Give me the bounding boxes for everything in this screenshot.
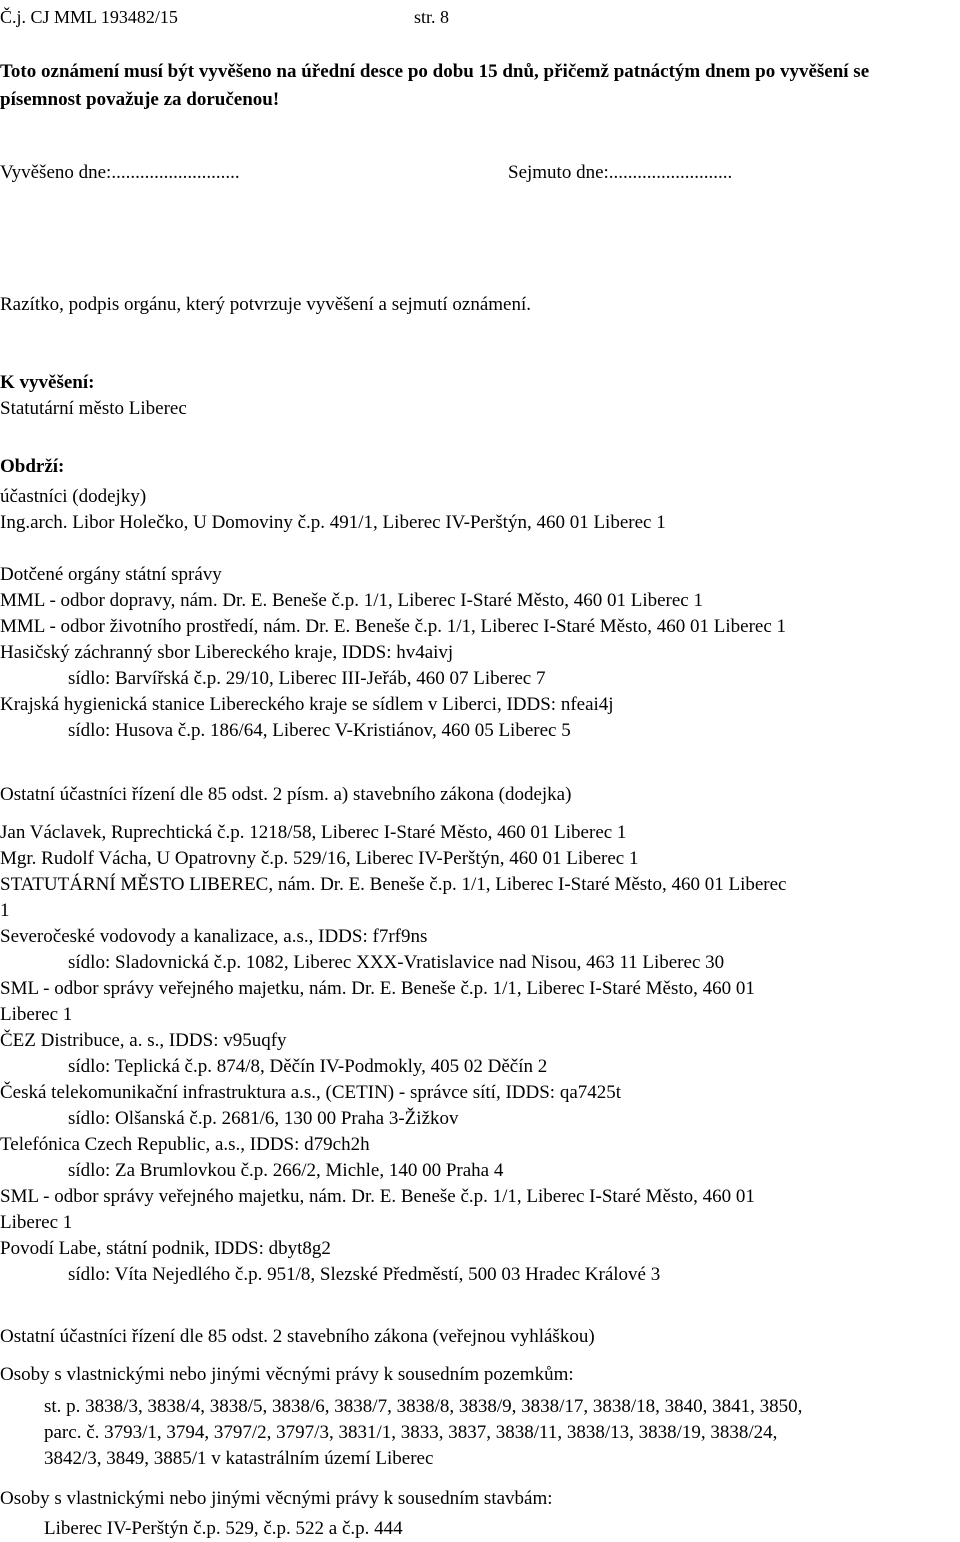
- to-post-value: Statutární město Liberec: [0, 398, 187, 419]
- removed-date-field: Sejmuto dne:..........................: [508, 162, 733, 183]
- other-participant-item: 1: [0, 900, 10, 921]
- other-participant-item: Česká telekomunikační infrastruktura a.s., (CETIN) - správce sítí, IDDS: qa7425t: [0, 1082, 622, 1103]
- other-participant-seat: sídlo: Teplická č.p. 874/8, Děčín IV-Podmokly, 405 02 Děčín 2: [68, 1056, 548, 1077]
- owners-land-line: st. p. 3838/3, 3838/4, 3838/5, 3838/6, 3838/7, 3838/8, 3838/9, 3838/17, 3838/18, 3840, 3841, 3850,: [44, 1396, 803, 1417]
- other-participant-seat: sídlo: Za Brumlovkou č.p. 266/2, Michle, 140 00 Praha 4: [68, 1160, 504, 1181]
- other-participant-item: Severočeské vodovody a kanalizace, a.s., IDDS: f7rf9ns: [0, 926, 428, 947]
- other-participant-item: Jan Václavek, Ruprechtická č.p. 1218/58, Liberec I-Staré Město, 460 01 Liberec 1: [0, 822, 627, 843]
- document-reference: Č.j. CJ MML 193482/15: [0, 7, 178, 27]
- participant-item: Ing.arch. Libor Holečko, U Domoviny č.p. 491/1, Liberec IV-Perštýn, 460 01 Liberec 1: [0, 512, 666, 533]
- other-participant-item: SML - odbor správy veřejného majetku, nám. Dr. E. Beneše č.p. 1/1, Liberec I-Staré Město, 460 01: [0, 978, 755, 999]
- authorities-heading: Dotčené orgány státní správy: [0, 564, 222, 585]
- owners-building-value: Liberec IV-Perštýn č.p. 529, č.p. 522 a č.p. 444: [44, 1518, 403, 1539]
- posted-date-field: Vyvěšeno dne:...........................: [0, 162, 240, 183]
- other-participant-item: Liberec 1: [0, 1004, 73, 1025]
- participants-label: účastníci (dodejky): [0, 486, 147, 507]
- authority-item: Hasičský záchranný sbor Libereckého kraje, IDDS: hv4aivj: [0, 642, 454, 663]
- page-number: str. 8: [414, 7, 450, 27]
- other-participants-heading: Ostatní účastníci řízení dle 85 odst. 2 písm. a) stavebního zákona (dodejka): [0, 784, 572, 805]
- other-participant-seat: sídlo: Sladovnická č.p. 1082, Liberec XXX-Vratislavice nad Nisou, 463 11 Liberec 30: [68, 952, 725, 973]
- other-participant-item: Povodí Labe, státní podnik, IDDS: dbyt8g2: [0, 1238, 331, 1259]
- authority-seat: sídlo: Husova č.p. 186/64, Liberec V-Kristiánov, 460 05 Liberec 5: [68, 720, 571, 741]
- page-header: [0, 4, 960, 30]
- to-post-heading: K vyvěšení:: [0, 372, 95, 393]
- owners-building-heading: Osoby s vlastnickými nebo jinými věcnými právy k sousedním stavbám:: [0, 1488, 553, 1509]
- owners-land-line: 3842/3, 3849, 3885/1 v katastrálním území Liberec: [44, 1448, 434, 1469]
- notice-text: Toto oznámení musí být vyvěšeno na úřední desce po dobu 15 dnů, přičemž patnáctým dnem po vyvěšení se písemnost považuje za doručenou!: [0, 61, 870, 110]
- owners-land-heading: Osoby s vlastnickými nebo jinými věcnými právy k sousedním pozemkům:: [0, 1364, 574, 1385]
- authority-item: MML - odbor dopravy, nám. Dr. E. Beneše č.p. 1/1, Liberec I-Staré Město, 460 01 Liberec 1: [0, 590, 703, 611]
- other-participant-item: SML - odbor správy veřejného majetku, nám. Dr. E. Beneše č.p. 1/1, Liberec I-Staré Město, 460 01: [0, 1186, 755, 1207]
- posting-dates-row: [0, 160, 960, 186]
- authority-item: Krajská hygienická stanice Libereckého kraje se sídlem v Liberci, IDDS: nfeai4j: [0, 694, 614, 715]
- other-participant-item: Liberec 1: [0, 1212, 73, 1233]
- other-participant-seat: sídlo: Víta Nejedlého č.p. 951/8, Slezské Předměstí, 500 03 Hradec Králové 3: [68, 1264, 661, 1285]
- other-participant-seat: sídlo: Olšanská č.p. 2681/6, 130 00 Praha 3-Žižkov: [68, 1108, 459, 1129]
- authority-seat: sídlo: Barvířská č.p. 29/10, Liberec III-Jeřáb, 460 07 Liberec 7: [68, 668, 546, 689]
- other-participant-item: Telefónica Czech Republic, a.s., IDDS: d79ch2h: [0, 1134, 370, 1155]
- authority-item: MML - odbor životního prostředí, nám. Dr. E. Beneše č.p. 1/1, Liberec I-Staré Město, 460 01 Liberec 1: [0, 616, 787, 637]
- other-participant-item: ČEZ Distribuce, a. s., IDDS: v95uqfy: [0, 1030, 287, 1051]
- other-participant-item: Mgr. Rudolf Vácha, U Opatrovny č.p. 529/16, Liberec IV-Perštýn, 460 01 Liberec 1: [0, 848, 639, 869]
- recipients-heading: Obdrží:: [0, 456, 65, 477]
- owners-land-line: parc. č. 3793/1, 3794, 3797/2, 3797/3, 3831/1, 3833, 3837, 3838/11, 3838/13, 3838/19, 3838/24,: [44, 1422, 778, 1443]
- other-participant-item: STATUTÁRNÍ MĚSTO LIBEREC, nám. Dr. E. Beneše č.p. 1/1, Liberec I-Staré Město, 460 01 Liberec: [0, 874, 787, 895]
- other-participants-public-heading: Ostatní účastníci řízení dle 85 odst. 2 stavebního zákona (veřejnou vyhláškou): [0, 1326, 595, 1347]
- stamp-note: Razítko, podpis orgánu, který potvrzuje vyvěšení a sejmutí oznámení.: [0, 294, 531, 315]
